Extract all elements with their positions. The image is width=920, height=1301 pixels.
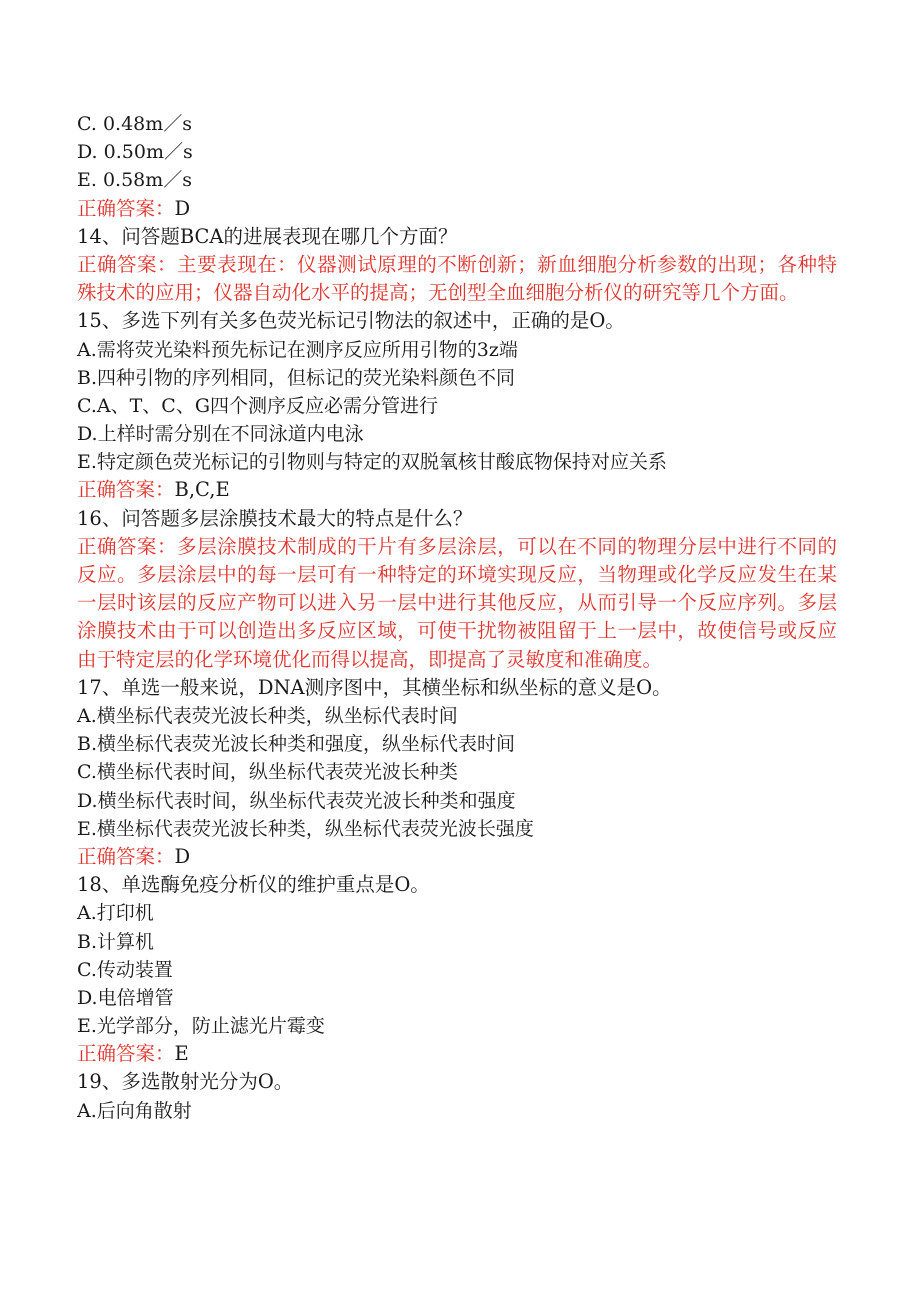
answer-value: D [174, 196, 191, 220]
option-d: D.电倍增管 [77, 986, 174, 1009]
question-18-title: 18、单选酶免疫分析仪的维护重点是O。 [77, 873, 430, 897]
answer-value: B,C,E [174, 478, 230, 502]
option-a: A.横坐标代表荧光波长种类，纵坐标代表时间 [77, 705, 458, 728]
option-e: E.光学部分，防止滤光片霉变 [77, 1015, 325, 1038]
option-a: A.需将荧光染料预先标记在测序反应所用引物的3z端 [77, 338, 518, 361]
answer-18 [77, 1040, 837, 1068]
answer-14 [77, 251, 837, 307]
document-page [77, 110, 837, 1125]
question-16-title: 16、问答题多层涂膜技术最大的特点是什么？ [77, 506, 473, 530]
answer-label: 正确答案： [77, 844, 175, 868]
answer-label: 正确答案： [77, 252, 178, 276]
answer-text: 多层涂膜技术制成的干片有多层涂层，可以在不同的物理分层中进行不同的反应。多层涂层中的每一层可有一种特定的环境实现反应，当物理或化学反应发生在某一层时该层的反应产物可以进入另一层中进行其他反应，从而引导一个反应序列。多层涂膜技术由于可以创造出多反应区域，可使干扰物被阻留于上一层中，故使信号或反应由于特定层的化学环境优化而得以提高，即提高了灵敏度和准确度。 [77, 534, 837, 671]
option-b: B.横坐标代表荧光波长种类和强度，纵坐标代表时间 [77, 733, 516, 756]
answer-label: 正确答案： [77, 1042, 175, 1066]
option-c: C.A、T、C、G四个测序反应必需分管进行 [77, 394, 439, 417]
option-e: E.特定颜色荧光标记的引物则与特定的双脱氧核甘酸底物保持对应关系 [77, 451, 667, 474]
answer-13 [77, 195, 837, 223]
option-b: B.计算机 [77, 930, 155, 953]
answer-15 [77, 476, 837, 504]
answer-label: 正确答案： [77, 534, 178, 558]
option-c: C. 0.48m／s [77, 113, 193, 135]
option-b: B.四种引物的序列相同，但标记的荧光染料颜色不同 [77, 366, 516, 389]
answer-value: D [174, 844, 191, 868]
answer-value: E [174, 1042, 189, 1066]
option-e: E.横坐标代表荧光波长种类，纵坐标代表荧光波长强度 [77, 817, 534, 840]
question-14-title: 14、问答题BCA的进展表现在哪几个方面？ [77, 224, 458, 248]
question-19-title: 19、多选散射光分为O。 [77, 1070, 294, 1094]
question-17-title: 17、单选一般来说，DNA测序图中，其横坐标和纵坐标的意义是O。 [77, 675, 672, 699]
option-c: C.传动装置 [77, 958, 173, 981]
option-d: D.横坐标代表时间，纵坐标代表荧光波长种类和强度 [77, 789, 516, 812]
answer-text: 主要表现在：仪器测试原理的不断创新；新血细胞分析参数的出现；各种特殊技术的应用；仪器自动化水平的提高；无创型全血细胞分析仪的研究等几个方面。 [77, 252, 837, 305]
option-c: C.横坐标代表时间，纵坐标代表荧光波长种类 [77, 761, 458, 784]
answer-label: 正确答案： [77, 478, 175, 502]
option-a: A.打印机 [77, 902, 154, 925]
answer-17 [77, 843, 837, 871]
option-a: A.后向角散射 [77, 1099, 192, 1122]
option-d: D.上样时需分别在不同泳道内电泳 [77, 423, 364, 446]
answer-label: 正确答案： [77, 196, 175, 220]
answer-16 [77, 533, 837, 674]
option-d: D. 0.50m／s [77, 141, 193, 164]
question-15-title: 15、多选下列有关多色荧光标记引物法的叙述中，正确的是O。 [77, 309, 625, 333]
option-e: E. 0.58m／s [77, 169, 193, 192]
